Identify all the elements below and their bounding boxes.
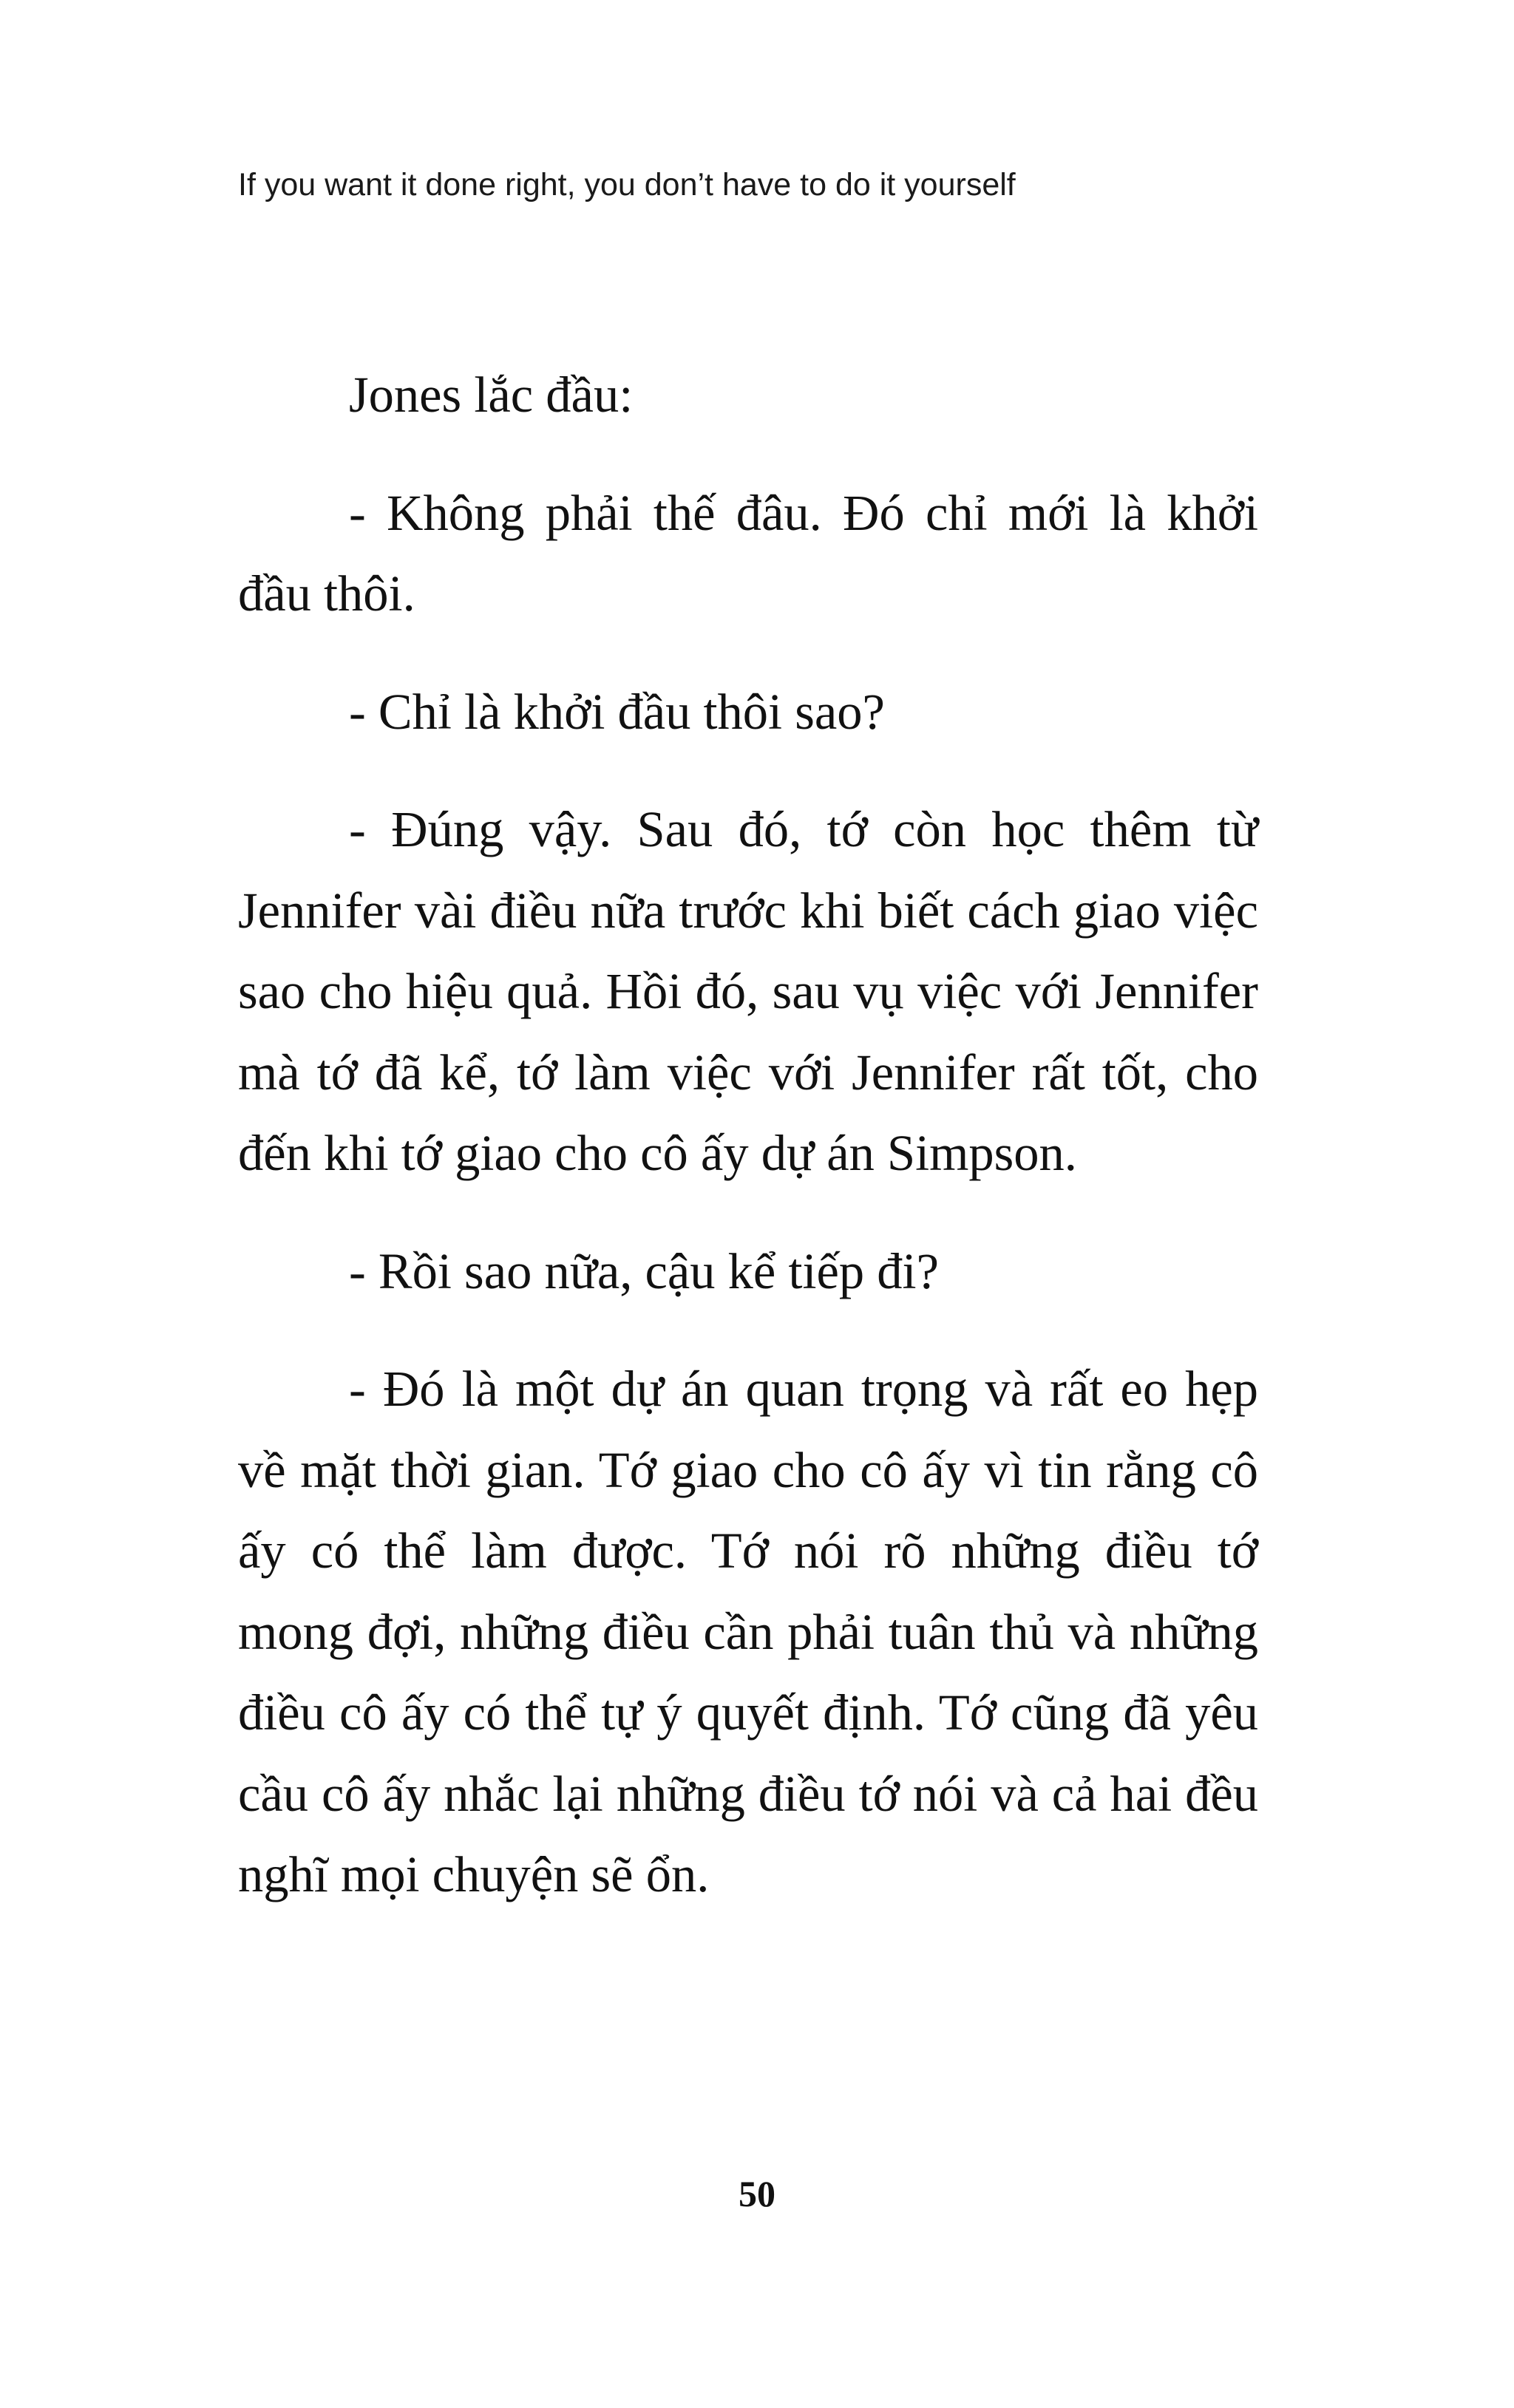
paragraph: - Không phải thế đâu. Đó chỉ mới là khởi đầu thôi. [238, 484, 1258, 622]
body-text [238, 355, 1258, 1916]
paragraph: - Rồi sao nữa, cậu kể tiếp đi? [349, 1242, 939, 1299]
paragraph: - Đúng vậy. Sau đó, tớ còn học thêm từ Jennifer vài điều nữa trước khi biết cách giao việc sao cho hiệu quả. Hồi đó, sau vụ việc với Jennifer mà tớ đã kể, tớ làm việc với Jennifer rất tốt, cho đến khi tớ giao cho cô ấy dự án Simpson. [238, 801, 1258, 1181]
page-number: 50 [739, 2173, 775, 2214]
paragraph: Jones lắc đầu: [349, 367, 634, 423]
paragraph: - Đó là một dự án quan trọng và rất eo hẹp về mặt thời gian. Tớ giao cho cô ấy vì tin rằng cô ấy có thể làm được. Tớ nói rõ những điều tớ mong đợi, những điều cần phải tuân thủ và những điều cô ấy có thể tự ý quyết định. Tớ cũng đã yêu cầu cô ấy nhắc lại những điều tớ nói và cả hai đều nghĩ mọi chuyện sẽ ổn. [238, 1361, 1258, 1902]
running-header: If you want it done right, you don’t have to do it yourself [238, 167, 1016, 203]
paragraph: - Chỉ là khởi đầu thôi sao? [349, 683, 885, 740]
